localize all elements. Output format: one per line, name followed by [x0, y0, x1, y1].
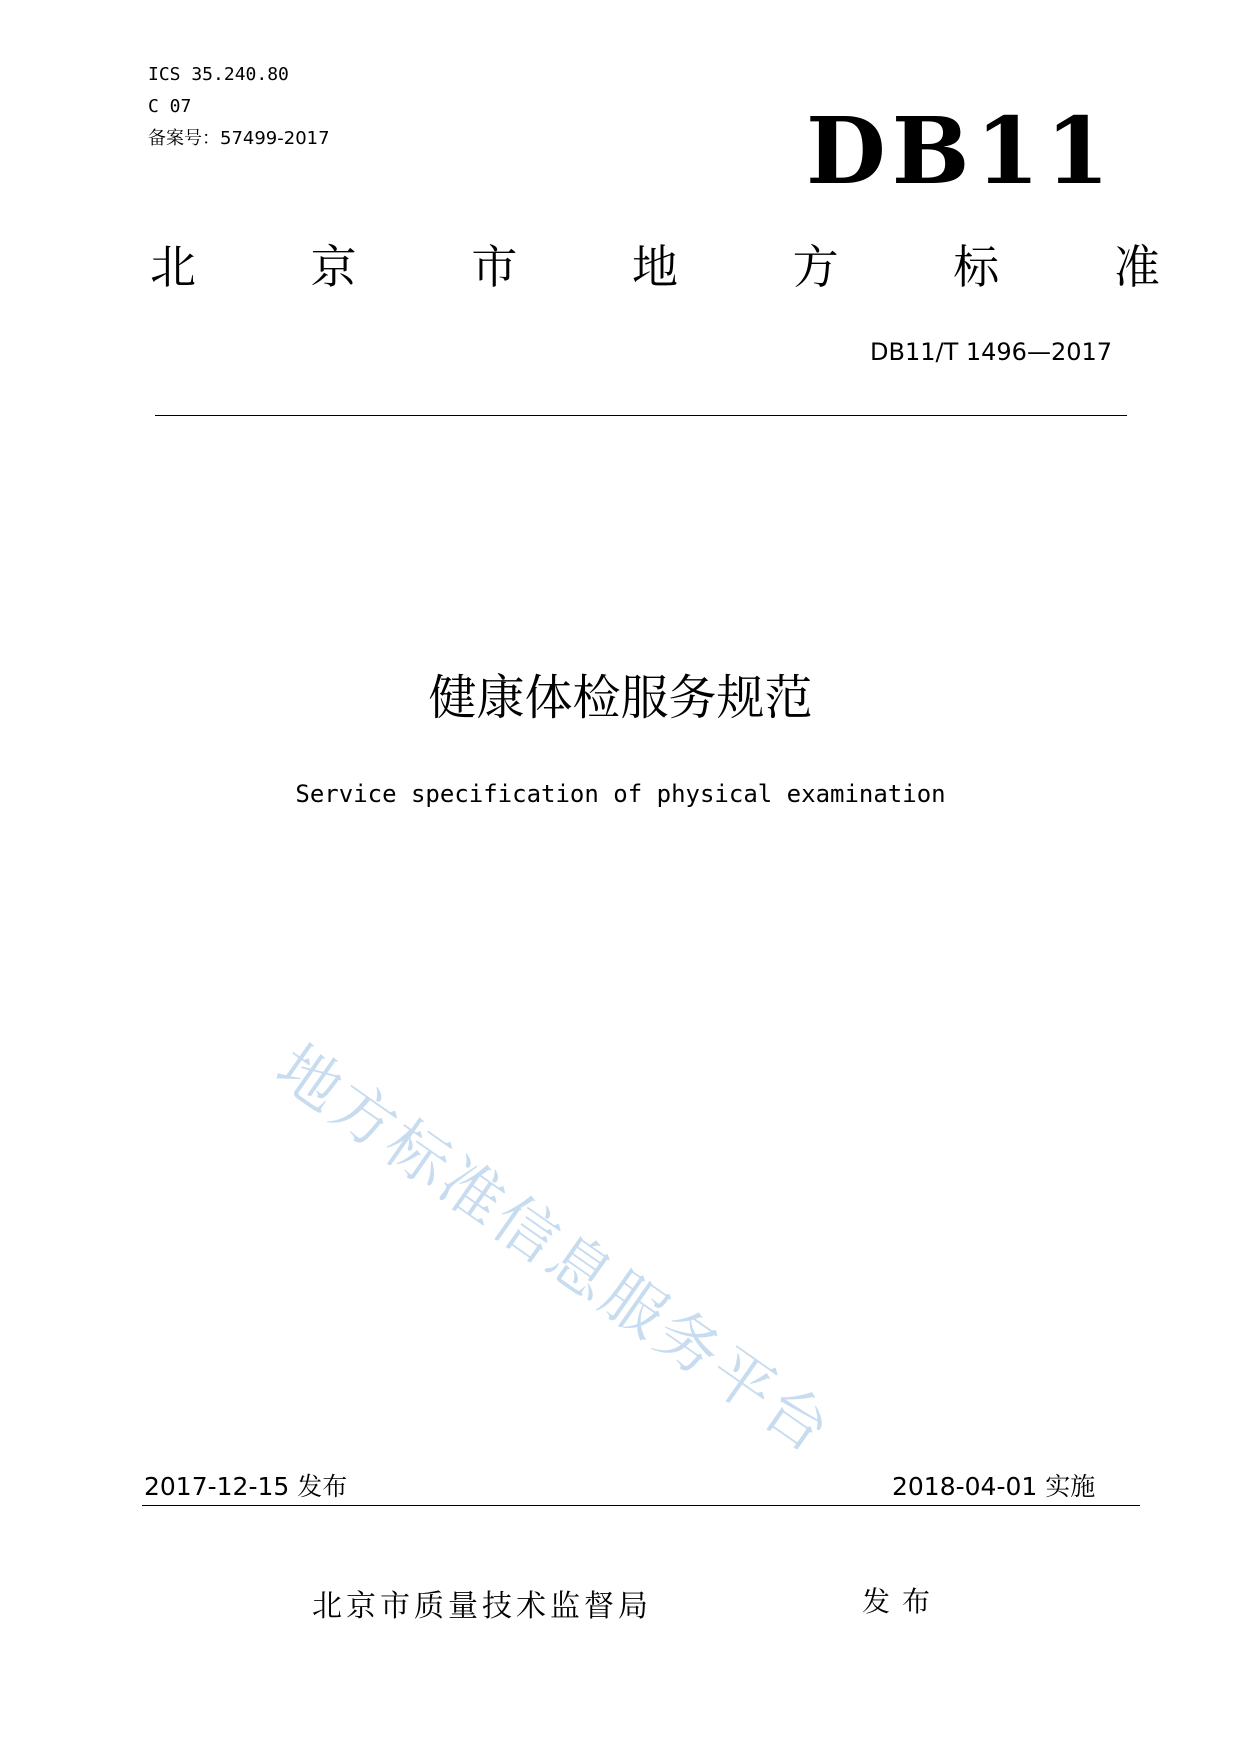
standard-type-char: 市	[471, 240, 518, 294]
standard-type-char: 地	[631, 240, 678, 294]
standard-type-char: 方	[792, 240, 839, 294]
record-number: 备案号：57499-2017	[148, 128, 330, 149]
watermark: 地方标准信息服务平台	[263, 1030, 847, 1469]
top-divider	[155, 415, 1127, 416]
standard-type-char: 准	[1113, 240, 1160, 294]
issuing-authority: 北京市质量技术监督局	[312, 1589, 652, 1624]
standard-type-char: 京	[310, 240, 357, 294]
standard-type-char: 北	[150, 240, 196, 294]
issue-action: 发布	[862, 1585, 943, 1618]
title-english: Service specification of physical examination	[295, 780, 946, 808]
db11-logo: DB11	[806, 97, 1116, 205]
issue-date: 2017-12-15 发布	[144, 1472, 348, 1501]
standard-type-heading	[150, 240, 1160, 294]
bottom-divider	[142, 1505, 1140, 1506]
ccs-code: C 07	[148, 96, 192, 117]
standard-type-char: 标	[953, 240, 1000, 294]
title-chinese: 健康体检服务规范	[428, 670, 813, 726]
implementation-date: 2018-04-01 实施	[892, 1472, 1096, 1501]
standard-number: DB11/T 1496—2017	[870, 338, 1113, 366]
ics-code: ICS 35.240.80	[148, 64, 289, 85]
